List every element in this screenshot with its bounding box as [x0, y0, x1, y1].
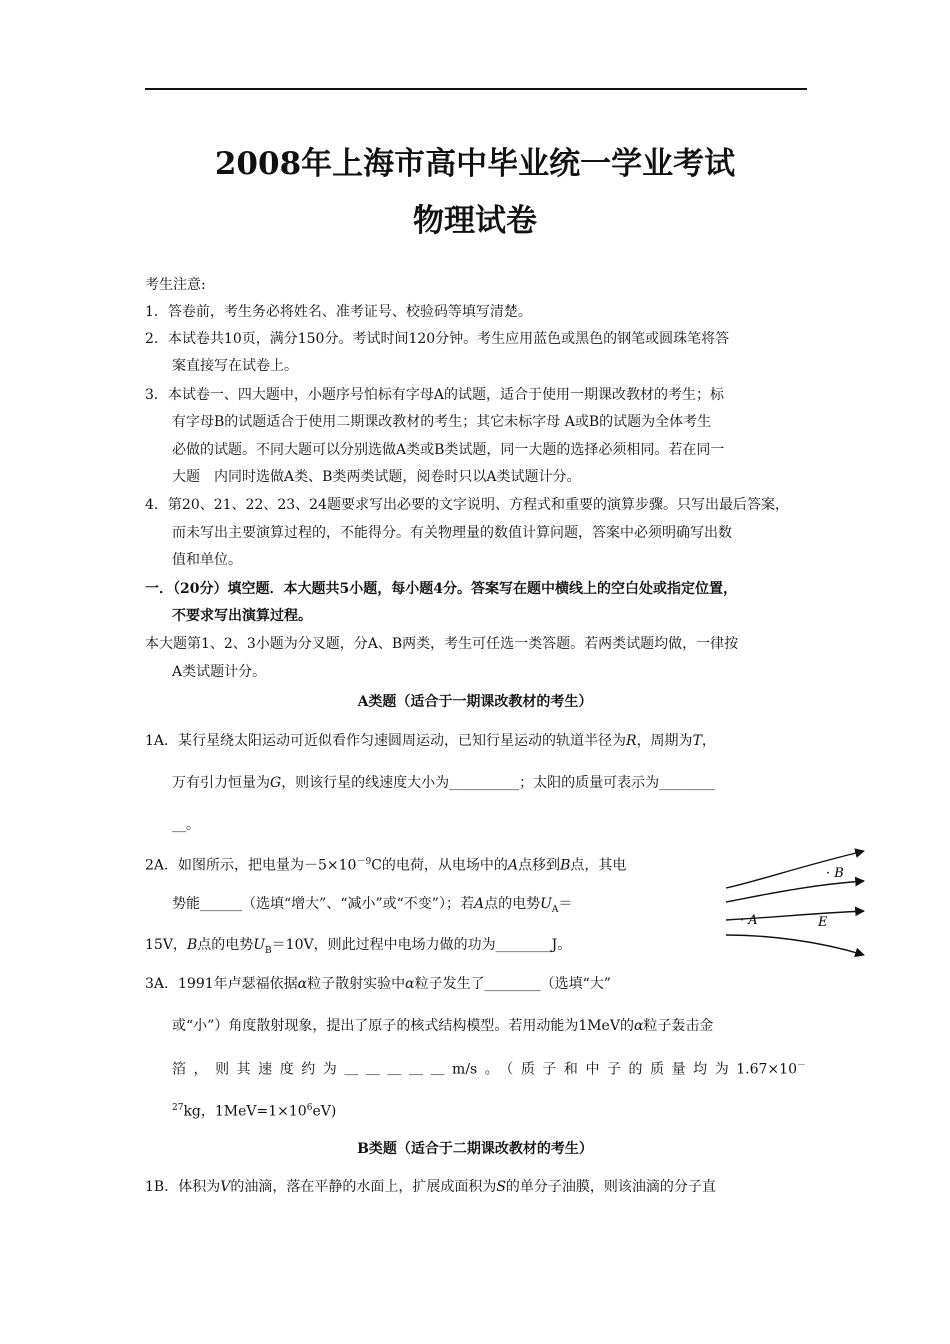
question-2a-line3: 15V，B点的电势$U_B=10V$，则此过程中电场力做的功为________J。 — [145, 937, 572, 956]
paper-subject-title: 物理试卷 — [413, 203, 537, 239]
question-3a-line4: $^{27}$kg，$1MeV=1\times 10^6eV$) — [172, 1103, 337, 1120]
notice-item-3-line4: 大题 内同时选做A类、B类两类试题，阅卷时只以A类试题计分。 — [172, 469, 581, 485]
notice-item-4-line1: 4．第20、21、22、23、24题要求写出必要的文字说明、方程式和重要的演算步骤。只写出最后答案， — [145, 497, 789, 513]
question-1a-line3: __。 — [172, 817, 200, 833]
notice-item-1: 1．答卷前，考生务必将姓名、准考证号、校验码等填写清楚。 — [145, 304, 532, 320]
question-1a-line1: 1A．某行星绕太阳运动可近似看作匀速圆周运动，已知行星运动的轨道半径为R，周期为T， — [145, 733, 716, 749]
section1-heading-line2: 不要求写出演算过程。 — [172, 608, 312, 624]
question-3a-line3: 箔，则其速度约为＿＿＿＿＿m/s。（质子和中子的质量均为1.67×10－ — [172, 1061, 806, 1078]
section1-intro-line1: 本大题第1、2、3小题为分叉题，分A、B两类，考生可任选一类答题。若两类试题均做，一律按 — [145, 636, 739, 652]
section1-intro-line2: A类试题计分。 — [172, 664, 267, 680]
notice-item-2-line2: 案直接写在试卷上。 — [172, 358, 298, 374]
section1-heading-line1: 一．（20分）填空题．本大题共5小题，每小题4分。答案写在题中横线上的空白处或指定位置， — [145, 581, 737, 597]
question-2a-line1: 2A．如图所示，把电量为$-5\times 10^{-9}C$的电荷，从电场中的A点移到B点，其电 — [145, 857, 627, 874]
header-rule — [145, 88, 807, 90]
field-line-4 — [726, 935, 864, 955]
notice-item-3-line1: 3．本试卷一、四大题中，小题序号怕标有字母A的试题，适合于使用一期课改教材的考生；标 — [145, 387, 725, 403]
notice-item-4-line2: 而未写出主要演算过程的，不能得分。有关物理量的数值计算问题，答案中必须明确写出数 — [172, 525, 732, 541]
point-b-label: · B — [826, 866, 844, 881]
notice-item-3-line3: 必做的试题。不同大题可以分别选做A类或B类试题，同一大题的选择必须相同。若在同一 — [172, 442, 725, 458]
notice-item-2-line1: 2．本试卷共10页，满分150分。考试时间120分钟。考生应用蓝色或黑色的钢笔或圆珠笔将答 — [145, 331, 730, 347]
question-2a-line2: 势能______（选填“增大”、“减小”或“不变”）；若A点的电势$U_A=$ — [172, 896, 573, 915]
field-e-label: E — [818, 915, 828, 930]
category-a-heading: A类题（适合于一期课改教材的考生） — [357, 694, 593, 710]
question-1b-line1: 1B．体积为V的油滴，落在平静的水面上，扩展成面积为S的单分子油膜，则该油滴的分子直 — [145, 1179, 716, 1195]
point-a-label: · A — [740, 913, 758, 928]
field-line-2 — [726, 881, 864, 902]
question-1a-line2: 万有引力恒量为G，则该行星的线速度大小为__________；太阳的质量可表示为________ — [172, 775, 716, 791]
question-3a-line2: 或“小”）角度散射现象，提出了原子的核式结构模型。若用动能为1MeV的α粒子轰击金 — [172, 1018, 714, 1034]
category-b-heading: B类题（适合于二期课改教材的考生） — [357, 1141, 593, 1157]
notice-item-4-line3: 值和单位。 — [172, 552, 242, 568]
electric-field-figure — [718, 845, 870, 967]
exam-title: 2008年上海市高中毕业统一学业考试 — [214, 146, 736, 182]
notice-item-3-line2: 有字母B的试题适合于使用二期课改教材的考生；其它未标字母 A或B的试题为全体考生 — [172, 414, 712, 430]
notice-heading: 考生注意: — [145, 277, 206, 293]
question-3a-line1: 3A．1991年卢瑟福依据α粒子散射实验中α粒子发生了________（选填“大” — [145, 976, 611, 992]
